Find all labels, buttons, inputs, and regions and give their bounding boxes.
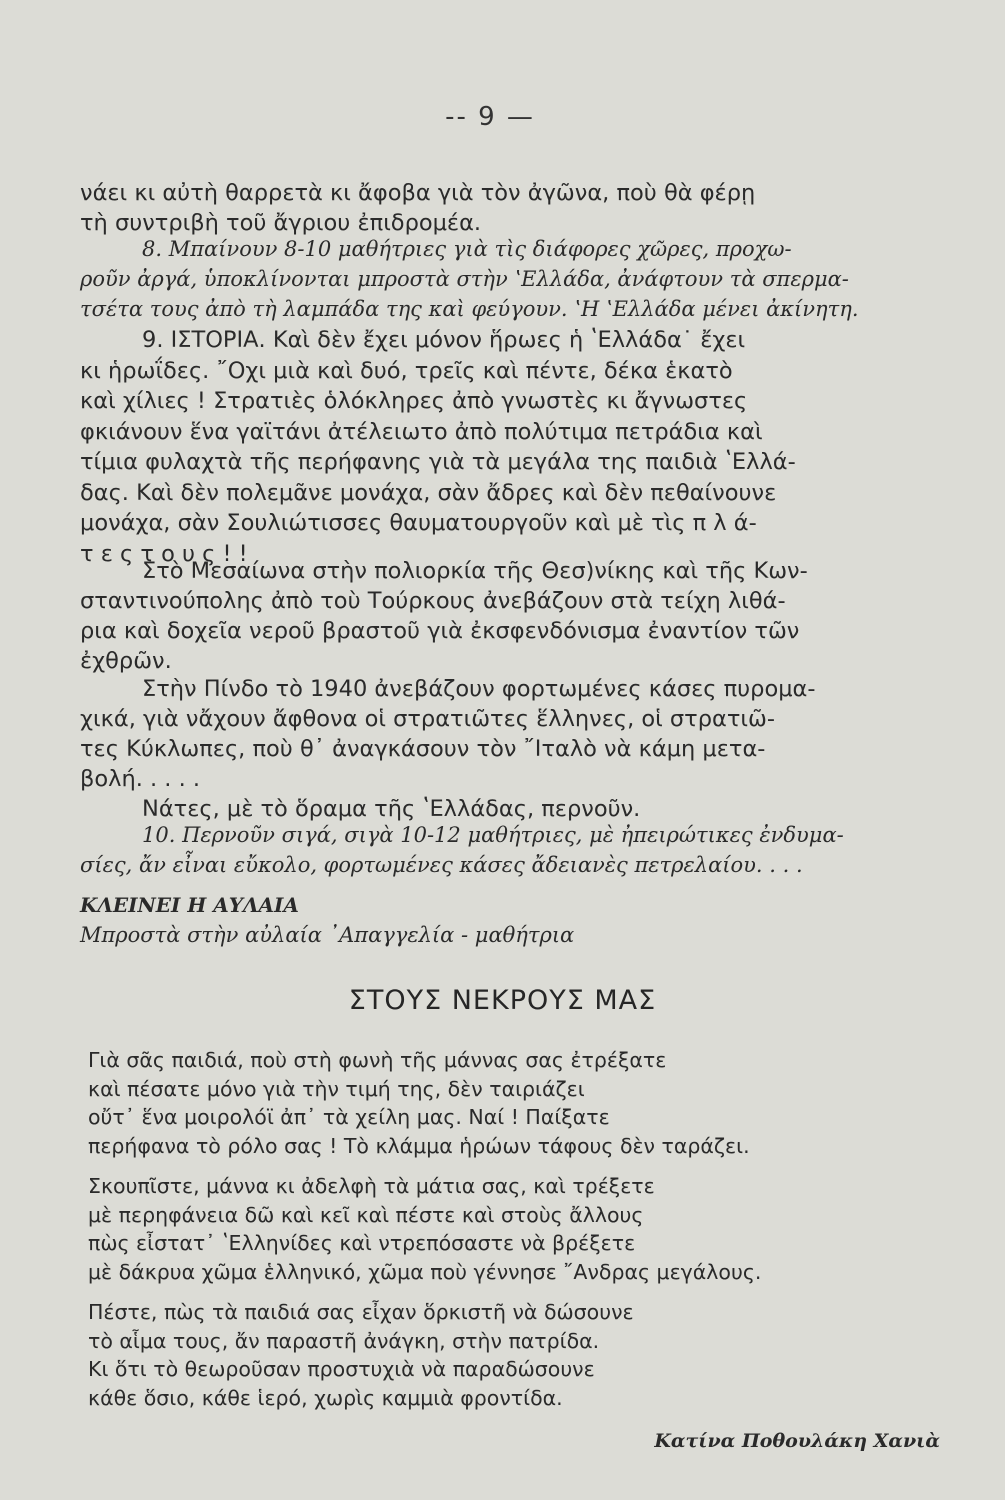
poem-line: Γιὰ σᾶς παιδιά, ποὺ στὴ φωνὴ τῆς μάννας σας ἐτρέξατε — [88, 1048, 667, 1072]
text-line: νάει κι αὐτὴ θαρρετὰ κι ἄφοβα γιὰ τὸν ἀγῶνα, ποὺ θὰ φέρῃ — [80, 180, 756, 206]
poem-line: μὲ δάκρυα χῶμα ἑλληνικό, χῶμα ποὺ γέννησε ῎Ανδρας μεγάλους. — [88, 1259, 762, 1284]
text-line: κι ἡρωΐδες. ῎Οχι μιὰ καὶ δυό, τρεῖς καὶ πέντε, δέκα ἑκατὸ — [80, 357, 733, 384]
text-line: σταντινούπολης ἀπὸ τοὺ Τούρκους ἀνεβάζουν στὰ τείχη λιθά- — [80, 588, 786, 614]
text-line: Νάτες, μὲ τὸ ὅραμα τῆς ʽΕλλάδας, περνοῦν. — [142, 796, 641, 822]
paragraph-stage-direction-8 — [80, 234, 930, 324]
text-line: 8. Μπαίνουν 8-10 μαθήτριες γιὰ τὶς διάφορες χῶρες, προχω- — [142, 237, 792, 261]
text-line: Στὴν Πίνδο τὸ 1940 ἀνεβάζουν φορτωμένες κάσες πυρομα- — [142, 676, 816, 702]
text-line: δας. Καὶ δὲν πολεμᾶνε μονάχα, σὰν ἄδρες καὶ δὲν πεθαίνουνε — [80, 479, 777, 506]
text-line: τσέτα τους ἀπὸ τὴ λαμπάδα της καὶ φεύγουν. ʽΗ ʽΕλλάδα μένει ἀκίνητη. — [80, 297, 859, 321]
author-signature: Κατίνα Ποθουλάκη Χανιὰ — [654, 1430, 940, 1452]
paragraph-history-9 — [80, 325, 930, 569]
poem-stanza-2 — [88, 1172, 938, 1286]
paragraph-intro — [80, 178, 930, 238]
poem-title: ΣΤΟΥΣ ΝΕΚΡΟΥΣ ΜΑΣ — [348, 985, 657, 1016]
text-line: ροῦν ἀργά, ὑποκλίνονται μπροστὰ στὴν ʽΕλλάδα, ἀνάφτουν τὰ σπερμα- — [80, 267, 849, 291]
poem-line: Πέστε, πὼς τὰ παιδιά σας εἶχαν ὅρκιστῆ νὰ δώσουνε — [88, 1300, 634, 1324]
text-line: τίμια φυλαχτὰ τῆς περήφανης γιὰ τὰ μεγάλα της παιδιὰ ʽΕλλά- — [80, 449, 796, 475]
poem-line: τὸ αἷμα τους, ἄν παραστῆ ἀνάγκη, στὴν πατρίδα. — [88, 1328, 600, 1353]
text-line: τες Κύκλωπες, ποὺ θ᾿ ἀναγκάσουν τὸν ῎Ιταλὸ νὰ κάμη μετα- — [80, 736, 766, 762]
closing-directions — [80, 890, 930, 950]
text-line: φκιάνουν ἕνα γαϊτάνι ἀτέλειωτο ἀπὸ πολύτιμα πετράδια καὶ — [80, 418, 763, 445]
page-number: -- 9 — — [445, 102, 535, 132]
poem-line: μὲ περηφάνεια δῶ καὶ κεῖ καὶ πέστε καὶ στοὺς ἄλλους — [88, 1202, 644, 1227]
text-line: ρια καὶ δοχεῖα νεροῦ βραστοῦ γιὰ ἐκσφενδόνισμα ἐναντίον τῶν — [80, 618, 800, 644]
poem-line: πὼς εἶστατ᾿ ʽΕλληνίδες καὶ ντρεπόσαστε νὰ βρέξετε — [88, 1231, 636, 1255]
text-line: 10. Περνοῦν σιγά, σιγὰ 10-12 μαθήτριες, μὲ ἠπειρώτικες ἐνδυμα- — [142, 823, 844, 847]
poem-line: Κι ὅτι τὸ θεωροῦσαν προστυχιὰ νὰ παραδώσουνε — [88, 1357, 595, 1381]
poem-stanza-3 — [88, 1298, 938, 1412]
text-line: καὶ χίλιες ! Στρατιὲς ὁλόκληρες ἀπὸ γνωστὲς κι ἄγνωστες — [80, 388, 748, 414]
poem-line: καὶ πέσατε μόνο γιὰ τὴν τιμή της, δὲν ταιριάζει — [88, 1076, 585, 1101]
poem-line: κάθε ὅσιο, κάθε ἱερό, χωρὶς καμμιὰ φροντίδα. — [88, 1385, 563, 1410]
text-line: ἐχθρῶν. — [80, 648, 172, 674]
poem-line: οὔτ᾿ ἕνα μοιρολόϊ ἀπ᾿ τὰ χείλη μας. Ναί ! Παίξατε — [88, 1105, 610, 1129]
recitation-note: Μπροστὰ στὴν αὐλαία ᾿Απαγγελία - μαθήτρια — [80, 923, 575, 947]
poem-line: Σκουπῖστε, μάννα κι ἀδελφὴ τὰ μάτια σας, καὶ τρέξετε — [88, 1174, 655, 1198]
text-line: χικά, γιὰ νἄχουν ἄφθονα οἱ στρατιῶτες ἕλληνες, οἱ στρατιῶ- — [80, 706, 775, 732]
poem-stanza-1 — [88, 1046, 938, 1160]
paragraph-middle-ages — [80, 556, 930, 676]
text-line: σίες, ἄν εἶναι εὔκολο, φορτωμένες κάσες ἄδειανὲς πετρελαίου. . . . — [80, 853, 803, 877]
paragraph-stage-direction-10 — [80, 820, 930, 880]
text-line: τὴ συντριβὴ τοῦ ἄγριου ἐπιδρομέα. — [80, 210, 482, 236]
text-line: 9. ΙΣΤΟΡΙΑ. Καὶ δὲν ἔχει μόνον ἥρωες ἡ ʽΕλλάδα˙ ἔχει — [142, 327, 746, 353]
text-line: Στὸ Μεσαίωνα στὴν πολιορκία τῆς Θεσ)νίκης καὶ τῆς Κων- — [142, 558, 808, 584]
text-line: μονάχα, σὰν Σουλιώτισσες θαυματουργοῦν καὶ μὲ τὶς π λ ά- — [80, 510, 757, 536]
poem-line: περήφανα τὸ ρόλο σας ! Τὸ κλάμμα ἡρώων τάφους δὲν ταράζει. — [88, 1133, 750, 1158]
curtain-closes: ΚΛΕΙΝΕΙ Η ΑΥΛΑΙΑ — [80, 893, 299, 917]
paragraph-pindus — [80, 674, 930, 824]
text-line: τ ε ς τ ο υ ς ! ! — [80, 540, 248, 567]
text-line: βολή. . . . . — [80, 766, 201, 792]
